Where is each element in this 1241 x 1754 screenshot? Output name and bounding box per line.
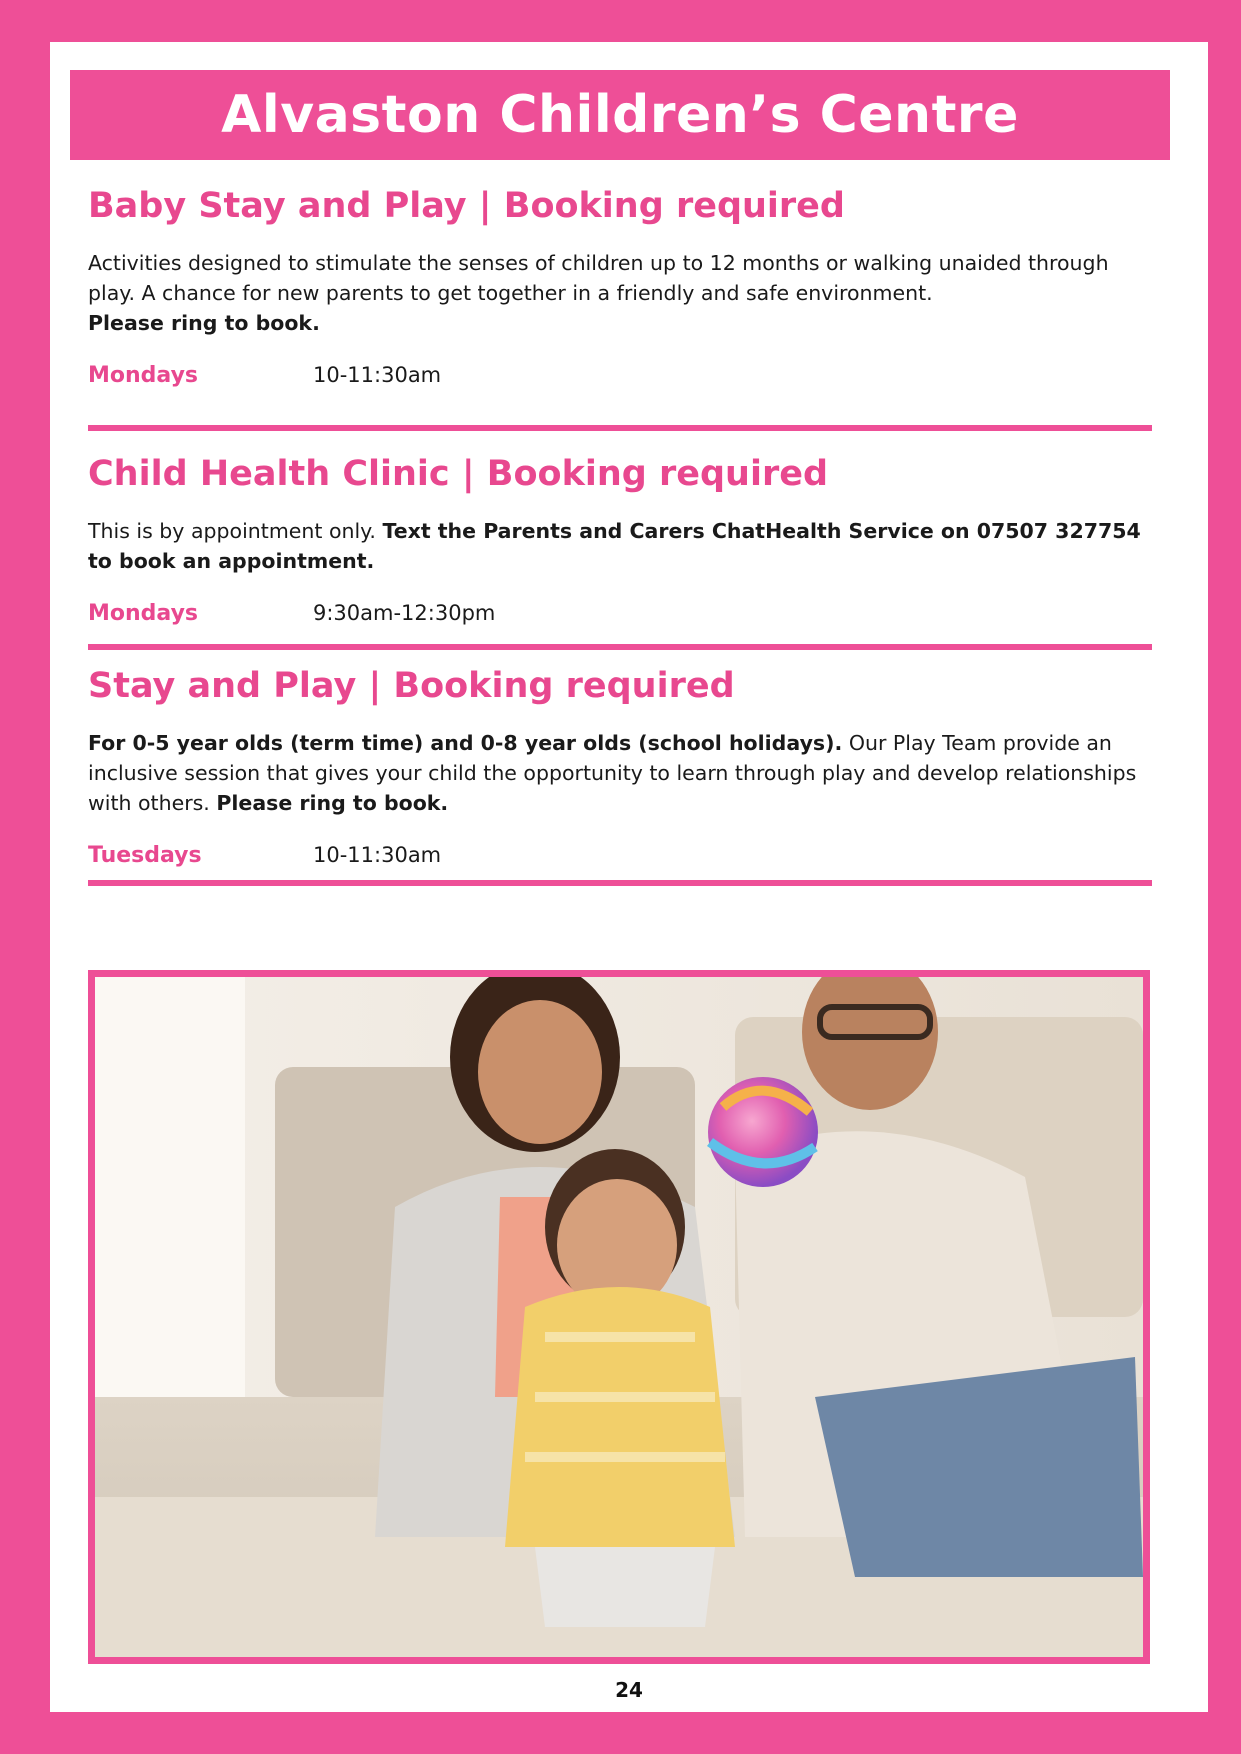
description-bold-text: Please ring to book. — [88, 311, 320, 335]
section-divider — [88, 644, 1152, 650]
schedule-row — [88, 360, 1150, 390]
description-text: Activities designed to stimulate the senses of children up to 12 months or walking unaided through play. A chance for new parents to get together in a friendly and safe environment. — [88, 251, 1109, 305]
schedule-time: 10-11:30am — [313, 843, 442, 867]
description-text: Our Play Team provide an inclusive session that gives your child the opportunity to learn through play and develop relationships with others. — [88, 731, 1137, 815]
schedule-time: 10-11:30am — [313, 363, 442, 387]
family-photo — [88, 970, 1150, 1664]
description-text: This is by appointment only. — [88, 519, 376, 543]
description-bold-text: Please ring to book. — [216, 791, 449, 815]
schedule-day: Mondays — [88, 600, 199, 626]
section-heading: Baby Stay and Play | Booking required — [88, 186, 845, 226]
section-stay-and-play — [88, 664, 1150, 870]
section-description — [88, 248, 1150, 338]
section-divider — [88, 425, 1152, 431]
schedule-row — [88, 598, 1150, 628]
title-banner — [70, 70, 1170, 160]
family-photo-illustration — [95, 977, 1143, 1657]
page-number: 24 — [615, 1678, 643, 1702]
description-bold-text: Text the Parents and Carers ChatHealth Service on 07507 327754 to book an appointment. — [88, 519, 1141, 573]
section-baby-stay-and-play — [88, 184, 1150, 390]
description-bold-lead: For 0-5 year olds (term time) and 0-8 year olds (school holidays). — [88, 731, 843, 755]
page-title: Alvaston Children’s Centre — [221, 85, 1019, 145]
schedule-day: Mondays — [88, 362, 199, 388]
schedule-row — [88, 840, 1150, 870]
schedule-time: 9:30am-12:30pm — [313, 601, 496, 625]
page — [50, 42, 1208, 1712]
section-divider — [88, 880, 1152, 886]
schedule-day: Tuesdays — [88, 842, 202, 868]
section-description — [88, 728, 1150, 818]
section-child-health-clinic — [88, 452, 1150, 628]
section-heading: Child Health Clinic | Booking required — [88, 454, 829, 494]
section-heading: Stay and Play | Booking required — [88, 666, 735, 706]
section-description — [88, 516, 1150, 576]
